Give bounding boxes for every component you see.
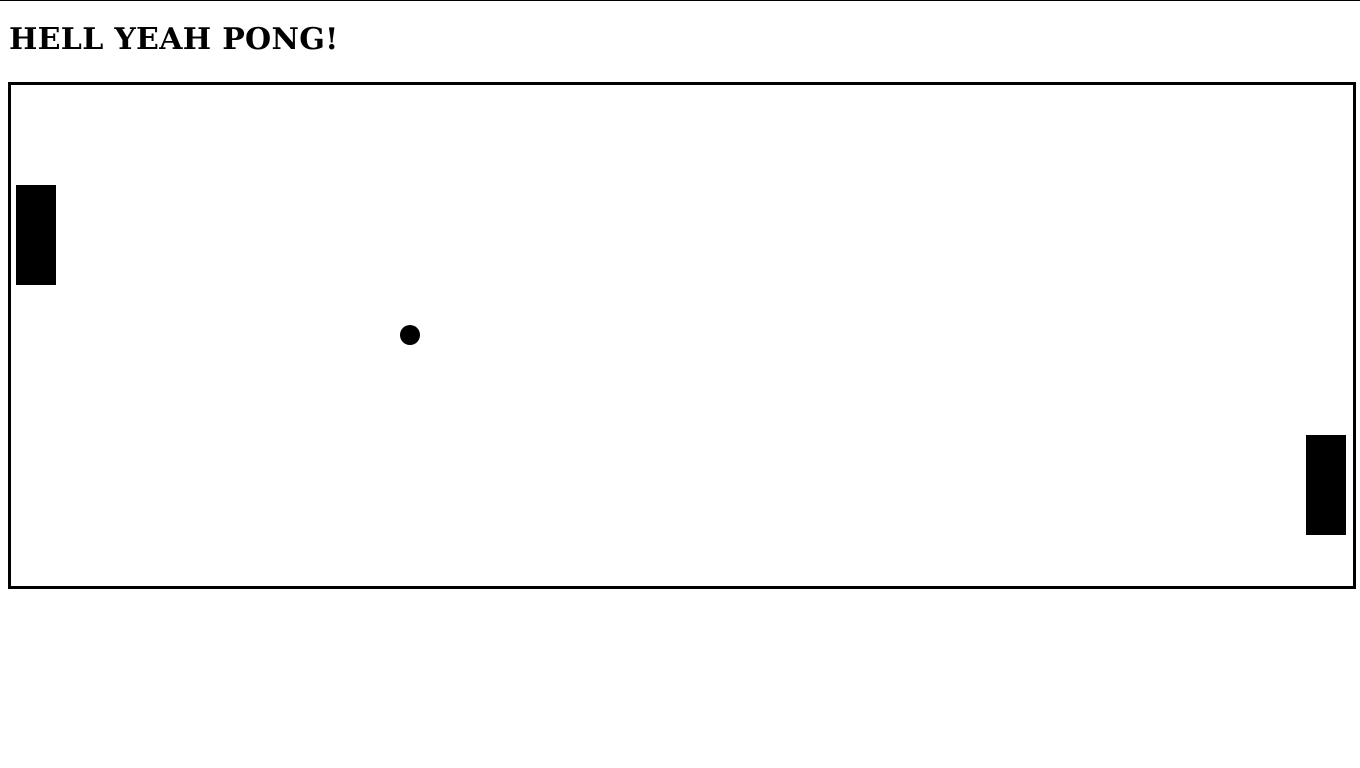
ball [400,325,420,345]
left-paddle[interactable] [16,185,56,285]
pong-court[interactable] [8,82,1356,589]
page-title: HELL YEAH PONG! [9,22,339,57]
top-divider [0,0,1360,1]
right-paddle[interactable] [1306,435,1346,535]
